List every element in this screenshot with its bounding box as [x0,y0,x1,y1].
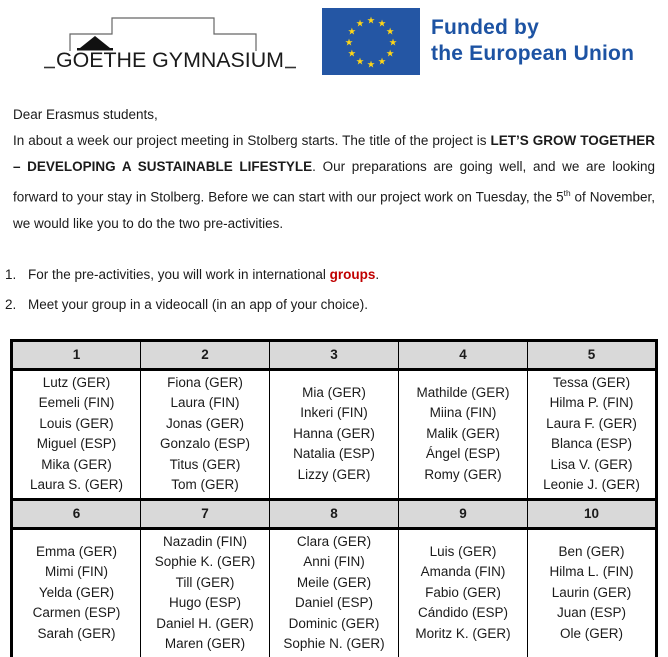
document-header [0,0,668,85]
instruction-number: 2. [5,296,17,312]
eu-funding-line1: Funded by [431,16,539,39]
instruction-text [28,262,655,288]
group-member: Laurin (GER) [551,584,632,600]
group-cell [270,528,399,657]
eu-star-icon: ★ [347,48,357,60]
group-member: Anni (FIN) [303,554,365,569]
group-member: Sophie N. (GER) [283,636,385,651]
instructions-list [5,262,655,318]
group-cell [399,528,528,657]
text-segment: In about a week our project meeting in Stolberg starts. The title of the project is [13,133,491,148]
eu-star-icon: ★ [377,56,387,68]
group-member: Moritz K. (GER) [415,625,511,641]
eu-funding-line2: the European Union [431,42,635,65]
group-member: Gonzalo (ESP) [159,436,251,451]
group-member: Yelda (GER) [38,584,115,600]
group-member: Eemeli (FIN) [38,395,115,410]
group-member: Daniel H. (GER) [156,615,254,631]
group-members-row [12,528,657,657]
group-member: Cándido (ESP) [417,605,509,621]
groups-table-body [12,340,657,657]
group-cell [12,369,141,499]
group-member: Carmen (ESP) [32,605,121,621]
group-member: Dominic (GER) [288,615,380,631]
instruction-item [5,262,655,288]
group-member: Inkeri (FIN) [300,405,368,421]
text-segment: LET’S GROW TOGETHER – DEVELOPING A SUSTAINABLE LIFESTYLE [13,133,655,174]
group-member: Mimi (FIN) [45,564,108,580]
group-member: Lisa V. (GER) [550,456,633,472]
group-member: Maren (GER) [164,636,246,651]
group-member: Romy (GER) [424,466,502,482]
roof-icon [80,36,110,48]
group-member: Ben (GER) [558,543,625,559]
group-member: Hilma P. (FIN) [549,395,634,410]
eu-star-icon: ★ [377,18,387,30]
eu-star-icon: ★ [355,56,365,68]
instruction-text [28,292,655,318]
group-number-header: 7 [141,499,270,528]
group-member: Laura (FIN) [170,395,240,410]
group-number-header: 8 [270,499,399,528]
group-member: Laura S. (GER) [29,477,124,492]
group-cell [528,528,657,657]
group-member: Ángel (ESP) [425,446,501,462]
eu-star-icon: ★ [388,37,398,49]
group-cell [270,369,399,499]
group-cell [528,369,657,499]
group-member: Hilma L. (FIN) [549,564,634,580]
letter-paragraph [13,128,655,237]
group-member: Emma (GER) [36,543,117,559]
letter-body [13,102,655,237]
group-number-header: 3 [270,340,399,369]
group-cell [12,528,141,657]
group-cell [399,369,528,499]
instruction-item [5,292,655,318]
text-segment: . [375,266,380,282]
group-number-header: 6 [12,499,141,528]
group-number-header: 9 [399,499,528,528]
group-member: Blanca (ESP) [550,436,633,451]
group-number-header: 1 [12,340,141,369]
group-member: Leonie J. (GER) [543,477,640,492]
group-members-row [12,369,657,499]
group-member: Juan (ESP) [556,605,627,621]
school-logo-text: GOETHE GYMNASIUM [56,49,284,72]
instruction-number: 1. [5,266,17,282]
group-member: Laura F. (GER) [546,415,637,431]
group-member: Amanda (FIN) [420,564,506,580]
group-member: Mika (GER) [41,456,112,472]
group-member: Natalia (ESP) [293,446,375,462]
group-member: Titus (GER) [169,456,241,472]
text-segment: th [563,188,571,198]
eu-funding-text [431,15,634,67]
group-number-header: 2 [141,340,270,369]
groups-table [10,339,658,657]
group-member: Sophie K. (GER) [154,554,256,569]
text-segment: groups [329,266,376,282]
group-member: Tom (GER) [171,477,239,492]
text-segment: . Our preparations are going well, and we are looking forward to your stay in Stolberg. Before we can start with our project work on Tuesday, the 5 [13,159,655,205]
eu-star-icon: ★ [366,15,376,27]
group-member: Hanna (GER) [293,425,375,441]
group-member: Fiona (GER) [167,374,243,390]
group-member: Till (GER) [175,574,235,590]
group-member: Daniel (ESP) [294,595,374,610]
group-header-row [12,340,657,369]
text-segment: For the pre-activities, you will work in international [28,266,330,282]
salutation: Dear Erasmus students, [13,107,158,122]
group-cell [141,369,270,499]
group-member: Lizzy (GER) [297,466,371,482]
group-member: Tessa (GER) [552,374,631,390]
group-cell [141,528,270,657]
group-member: Sarah (GER) [37,625,116,641]
group-number-header: 5 [528,340,657,369]
group-member: Louis (GER) [39,415,114,431]
group-member: Hugo (ESP) [168,595,242,610]
eu-star-icon: ★ [366,59,376,71]
eu-star-icon: ★ [355,18,365,30]
group-header-row [12,499,657,528]
group-member: Mathilde (GER) [416,384,510,400]
group-member: Fabio (GER) [425,584,501,600]
group-member: Miguel (ESP) [36,436,117,451]
group-member: Meile (GER) [296,574,372,590]
group-member: Nazadin (FIN) [162,533,248,549]
eu-star-icon: ★ [344,37,354,49]
school-logo [42,8,298,74]
group-number-header: 4 [399,340,528,369]
eu-star-icon: ★ [385,48,395,60]
eu-star-icon: ★ [347,26,357,38]
group-member: Miina (FIN) [429,405,497,421]
group-member: Clara (GER) [296,533,372,549]
group-member: Luis (GER) [429,543,497,559]
group-member: Mia (GER) [302,384,366,400]
eu-flag-icon [322,8,420,75]
group-member: Jonas (GER) [165,415,245,431]
eu-star-icon: ★ [385,26,395,38]
group-member: Lutz (GER) [42,374,111,390]
group-member: Ole (GER) [559,625,623,641]
text-segment: of November, we would like you to do the two pre-activities. [13,189,655,231]
text-segment: Meet your group in a videocall (in an app of your choice). [28,296,368,312]
group-number-header: 10 [528,499,657,528]
group-member: Malik (GER) [426,425,500,441]
